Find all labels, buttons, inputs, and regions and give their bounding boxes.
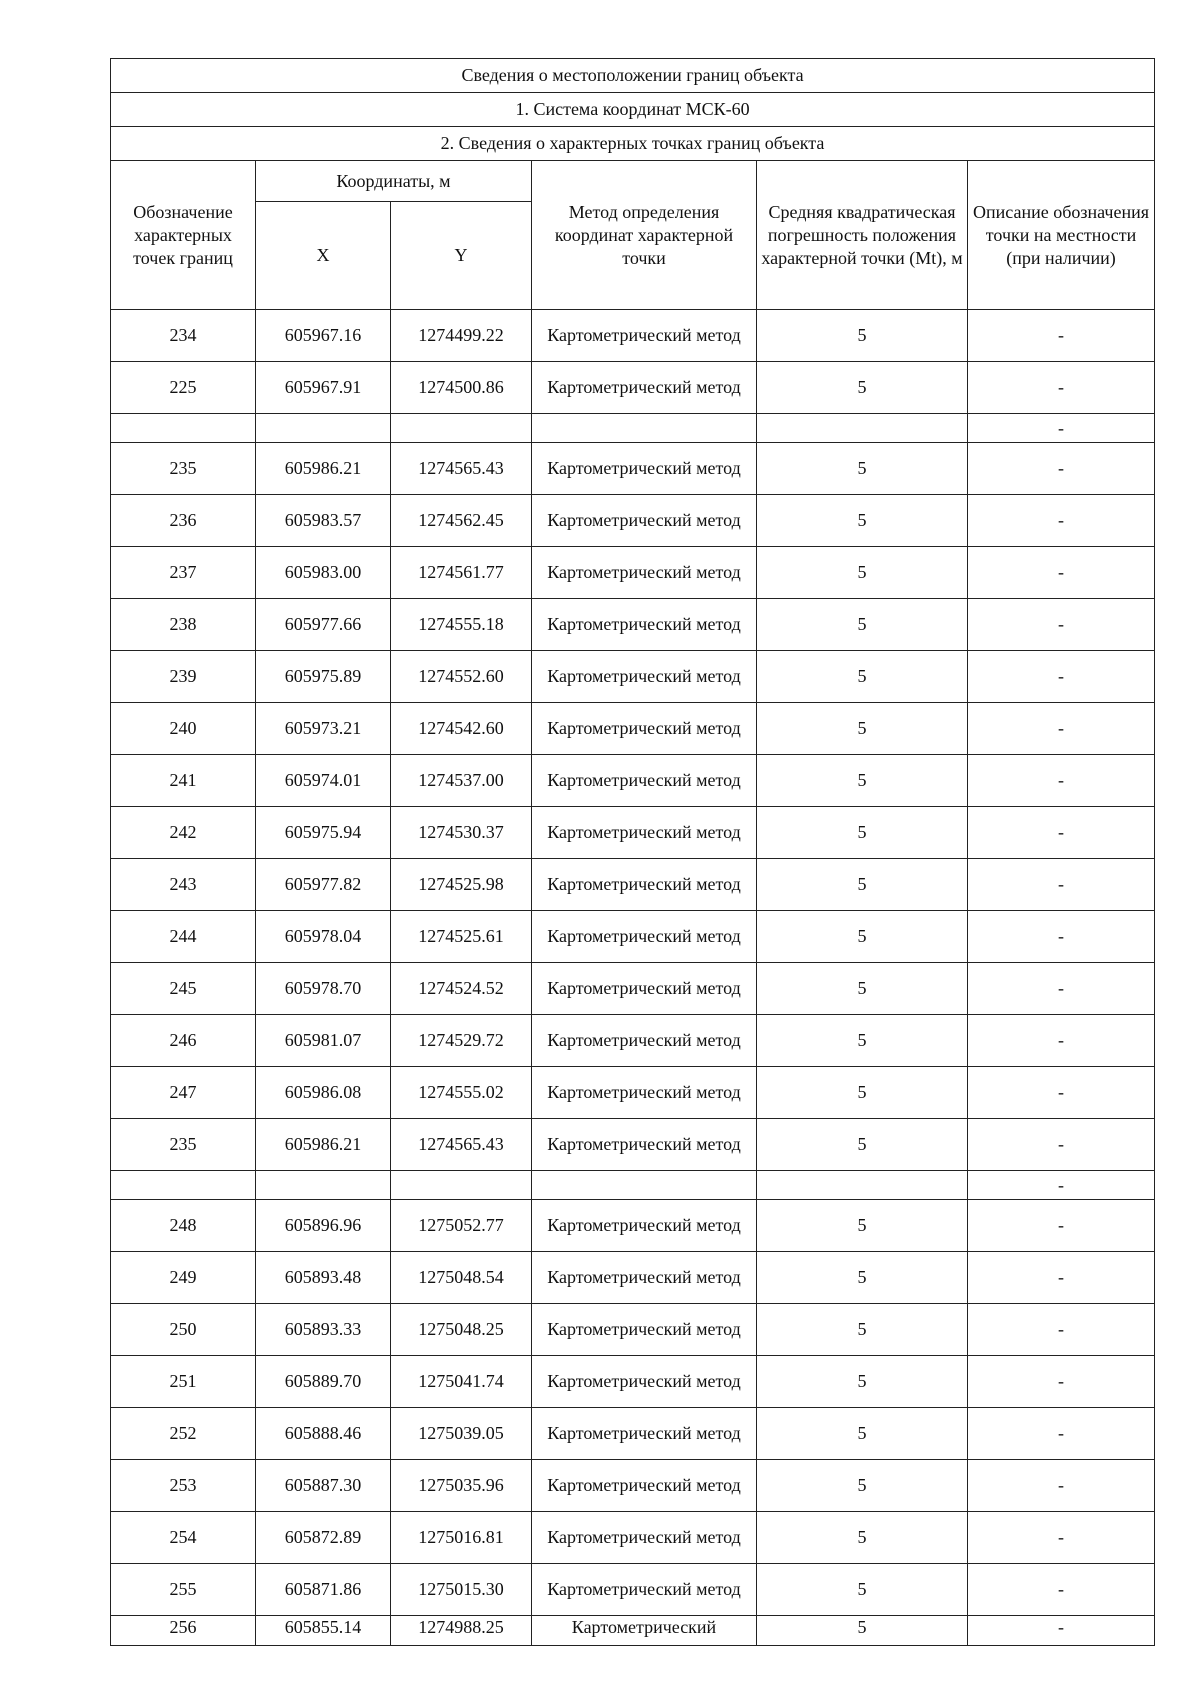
point-id-cell: 255	[111, 1564, 256, 1616]
method-cell: Картометрический метод	[532, 807, 757, 859]
method-cell	[532, 414, 757, 443]
method-cell: Картометрический метод	[532, 1460, 757, 1512]
description-cell: -	[968, 1067, 1155, 1119]
x-cell: 605978.04	[256, 911, 391, 963]
method-cell: Картометрический метод	[532, 755, 757, 807]
x-cell: 605967.91	[256, 362, 391, 414]
point-id-cell: 235	[111, 443, 256, 495]
description-cell: -	[968, 1119, 1155, 1171]
point-id-cell: 248	[111, 1200, 256, 1252]
y-cell: 1275016.81	[391, 1512, 532, 1564]
x-cell: 605967.16	[256, 310, 391, 362]
error-cell: 5	[757, 1408, 968, 1460]
table-row	[111, 1015, 1155, 1067]
error-cell: 5	[757, 859, 968, 911]
x-cell: 605872.89	[256, 1512, 391, 1564]
y-cell: 1274537.00	[391, 755, 532, 807]
y-cell: 1275048.25	[391, 1304, 532, 1356]
point-id-cell: 240	[111, 703, 256, 755]
y-cell: 1274525.61	[391, 911, 532, 963]
x-cell: 605893.48	[256, 1252, 391, 1304]
coord-system-title: 1. Система координат МСК-60	[111, 93, 1155, 127]
x-cell: 605981.07	[256, 1015, 391, 1067]
description-cell: -	[968, 599, 1155, 651]
description-cell: -	[968, 1200, 1155, 1252]
header-x: X	[256, 202, 391, 310]
y-cell: 1275015.30	[391, 1564, 532, 1616]
section-title: 2. Сведения о характерных точках границ объекта	[111, 127, 1155, 161]
error-cell: 5	[757, 807, 968, 859]
y-cell: 1274562.45	[391, 495, 532, 547]
point-id-cell: 252	[111, 1408, 256, 1460]
method-cell: Картометрический метод	[532, 651, 757, 703]
description-cell: -	[968, 443, 1155, 495]
point-id-cell	[111, 414, 256, 443]
method-cell: Картометрический метод	[532, 1119, 757, 1171]
table-row	[111, 1067, 1155, 1119]
table-row	[111, 1408, 1155, 1460]
table-row	[111, 599, 1155, 651]
x-cell: 605887.30	[256, 1460, 391, 1512]
point-id-cell	[111, 1171, 256, 1200]
table-row	[111, 859, 1155, 911]
method-cell: Картометрический	[532, 1616, 757, 1646]
point-id-cell: 225	[111, 362, 256, 414]
table-row	[111, 1564, 1155, 1616]
point-id-cell: 247	[111, 1067, 256, 1119]
method-cell: Картометрический метод	[532, 1067, 757, 1119]
error-cell: 5	[757, 1252, 968, 1304]
method-cell: Картометрический метод	[532, 1304, 757, 1356]
error-cell: 5	[757, 599, 968, 651]
error-cell	[757, 414, 968, 443]
x-cell: 605977.66	[256, 599, 391, 651]
point-id-cell: 253	[111, 1460, 256, 1512]
method-cell: Картометрический метод	[532, 362, 757, 414]
y-cell: 1275052.77	[391, 1200, 532, 1252]
description-cell: -	[968, 1015, 1155, 1067]
x-cell: 605978.70	[256, 963, 391, 1015]
description-cell: -	[968, 1171, 1155, 1200]
point-id-cell: 249	[111, 1252, 256, 1304]
description-cell: -	[968, 414, 1155, 443]
document-title: Сведения о местоположении границ объекта	[111, 59, 1155, 93]
description-cell: -	[968, 1460, 1155, 1512]
header-point-id: Обозначение характерных точек границ	[111, 161, 256, 310]
description-cell: -	[968, 1304, 1155, 1356]
description-cell: -	[968, 1252, 1155, 1304]
y-cell: 1274500.86	[391, 362, 532, 414]
table-row	[111, 1200, 1155, 1252]
x-cell: 605893.33	[256, 1304, 391, 1356]
table-row	[111, 1460, 1155, 1512]
y-cell: 1275039.05	[391, 1408, 532, 1460]
table-body	[111, 59, 1155, 1646]
point-id-cell: 243	[111, 859, 256, 911]
table-row	[111, 1252, 1155, 1304]
method-cell: Картометрический метод	[532, 1015, 757, 1067]
error-cell	[757, 1171, 968, 1200]
description-cell: -	[968, 362, 1155, 414]
header-row-1	[111, 161, 1155, 202]
description-cell: -	[968, 651, 1155, 703]
y-cell: 1274565.43	[391, 443, 532, 495]
table-row	[111, 1616, 1155, 1646]
method-cell: Картометрический метод	[532, 1512, 757, 1564]
y-cell	[391, 414, 532, 443]
point-id-cell: 250	[111, 1304, 256, 1356]
description-cell: -	[968, 1512, 1155, 1564]
point-id-cell: 244	[111, 911, 256, 963]
table-row	[111, 651, 1155, 703]
description-cell: -	[968, 1408, 1155, 1460]
x-cell: 605974.01	[256, 755, 391, 807]
point-id-cell: 241	[111, 755, 256, 807]
x-cell: 605986.21	[256, 443, 391, 495]
y-cell: 1274529.72	[391, 1015, 532, 1067]
point-id-cell: 234	[111, 310, 256, 362]
y-cell: 1274524.52	[391, 963, 532, 1015]
x-cell	[256, 414, 391, 443]
x-cell: 605975.89	[256, 651, 391, 703]
error-cell: 5	[757, 963, 968, 1015]
description-cell: -	[968, 1616, 1155, 1646]
error-cell: 5	[757, 1015, 968, 1067]
x-cell: 605986.08	[256, 1067, 391, 1119]
x-cell	[256, 1171, 391, 1200]
y-cell: 1274530.37	[391, 807, 532, 859]
error-cell: 5	[757, 1616, 968, 1646]
description-cell: -	[968, 310, 1155, 362]
x-cell: 605896.96	[256, 1200, 391, 1252]
description-cell: -	[968, 1564, 1155, 1616]
title-row	[111, 59, 1155, 93]
table-row	[111, 1304, 1155, 1356]
x-cell: 605983.57	[256, 495, 391, 547]
method-cell: Картометрический метод	[532, 495, 757, 547]
y-cell: 1274561.77	[391, 547, 532, 599]
header-y: Y	[391, 202, 532, 310]
separator-row	[111, 414, 1155, 443]
point-id-cell: 254	[111, 1512, 256, 1564]
y-cell: 1275041.74	[391, 1356, 532, 1408]
x-cell: 605975.94	[256, 807, 391, 859]
x-cell: 605871.86	[256, 1564, 391, 1616]
table-row	[111, 495, 1155, 547]
error-cell: 5	[757, 1356, 968, 1408]
method-cell: Картометрический метод	[532, 703, 757, 755]
y-cell: 1275048.54	[391, 1252, 532, 1304]
point-id-cell: 251	[111, 1356, 256, 1408]
error-cell: 5	[757, 755, 968, 807]
point-id-cell: 246	[111, 1015, 256, 1067]
error-cell: 5	[757, 547, 968, 599]
y-cell: 1275035.96	[391, 1460, 532, 1512]
description-cell: -	[968, 755, 1155, 807]
description-cell: -	[968, 547, 1155, 599]
method-cell: Картометрический метод	[532, 1356, 757, 1408]
point-id-cell: 235	[111, 1119, 256, 1171]
method-cell: Картометрический метод	[532, 1408, 757, 1460]
description-cell: -	[968, 911, 1155, 963]
error-cell: 5	[757, 1564, 968, 1616]
table-row	[111, 310, 1155, 362]
table-row	[111, 547, 1155, 599]
error-cell: 5	[757, 1304, 968, 1356]
point-id-cell: 242	[111, 807, 256, 859]
error-cell: 5	[757, 1460, 968, 1512]
y-cell: 1274552.60	[391, 651, 532, 703]
y-cell: 1274525.98	[391, 859, 532, 911]
header-coords: Координаты, м	[256, 161, 532, 202]
point-id-cell: 245	[111, 963, 256, 1015]
method-cell: Картометрический метод	[532, 599, 757, 651]
table-row	[111, 1119, 1155, 1171]
method-cell: Картометрический метод	[532, 911, 757, 963]
header-description: Описание обозначения точки на местности (при наличии)	[968, 161, 1155, 310]
y-cell: 1274542.60	[391, 703, 532, 755]
method-cell: Картометрический метод	[532, 963, 757, 1015]
method-cell: Картометрический метод	[532, 859, 757, 911]
x-cell: 605889.70	[256, 1356, 391, 1408]
error-cell: 5	[757, 911, 968, 963]
x-cell: 605888.46	[256, 1408, 391, 1460]
table-row	[111, 1356, 1155, 1408]
x-cell: 605977.82	[256, 859, 391, 911]
description-cell: -	[968, 963, 1155, 1015]
y-cell: 1274565.43	[391, 1119, 532, 1171]
description-cell: -	[968, 703, 1155, 755]
method-cell: Картометрический метод	[532, 547, 757, 599]
separator-row	[111, 1171, 1155, 1200]
table-row	[111, 911, 1155, 963]
error-cell: 5	[757, 310, 968, 362]
y-cell: 1274499.22	[391, 310, 532, 362]
table-row	[111, 755, 1155, 807]
method-cell	[532, 1171, 757, 1200]
method-cell: Картометрический метод	[532, 310, 757, 362]
table-row	[111, 1512, 1155, 1564]
method-cell: Картометрический метод	[532, 1564, 757, 1616]
x-cell: 605855.14	[256, 1616, 391, 1646]
error-cell: 5	[757, 1119, 968, 1171]
y-cell: 1274988.25	[391, 1616, 532, 1646]
error-cell: 5	[757, 1512, 968, 1564]
section-row	[111, 127, 1155, 161]
table-row	[111, 807, 1155, 859]
error-cell: 5	[757, 1067, 968, 1119]
method-cell: Картометрический метод	[532, 1200, 757, 1252]
point-id-cell: 239	[111, 651, 256, 703]
y-cell	[391, 1171, 532, 1200]
error-cell: 5	[757, 1200, 968, 1252]
error-cell: 5	[757, 362, 968, 414]
point-id-cell: 237	[111, 547, 256, 599]
method-cell: Картометрический метод	[532, 1252, 757, 1304]
description-cell: -	[968, 807, 1155, 859]
error-cell: 5	[757, 443, 968, 495]
header-method: Метод определения координат характерной точки	[532, 161, 757, 310]
point-id-cell: 236	[111, 495, 256, 547]
error-cell: 5	[757, 703, 968, 755]
point-id-cell: 238	[111, 599, 256, 651]
table-row	[111, 362, 1155, 414]
description-cell: -	[968, 859, 1155, 911]
description-cell: -	[968, 495, 1155, 547]
table-row	[111, 443, 1155, 495]
x-cell: 605973.21	[256, 703, 391, 755]
y-cell: 1274555.18	[391, 599, 532, 651]
boundary-points-table	[110, 58, 1155, 1646]
coord-system-row	[111, 93, 1155, 127]
table-row	[111, 963, 1155, 1015]
point-id-cell: 256	[111, 1616, 256, 1646]
table-row	[111, 703, 1155, 755]
error-cell: 5	[757, 651, 968, 703]
x-cell: 605983.00	[256, 547, 391, 599]
y-cell: 1274555.02	[391, 1067, 532, 1119]
header-error: Средняя квадратическая погрешность положения характерной точки (Mt), м	[757, 161, 968, 310]
method-cell: Картометрический метод	[532, 443, 757, 495]
error-cell: 5	[757, 495, 968, 547]
x-cell: 605986.21	[256, 1119, 391, 1171]
description-cell: -	[968, 1356, 1155, 1408]
